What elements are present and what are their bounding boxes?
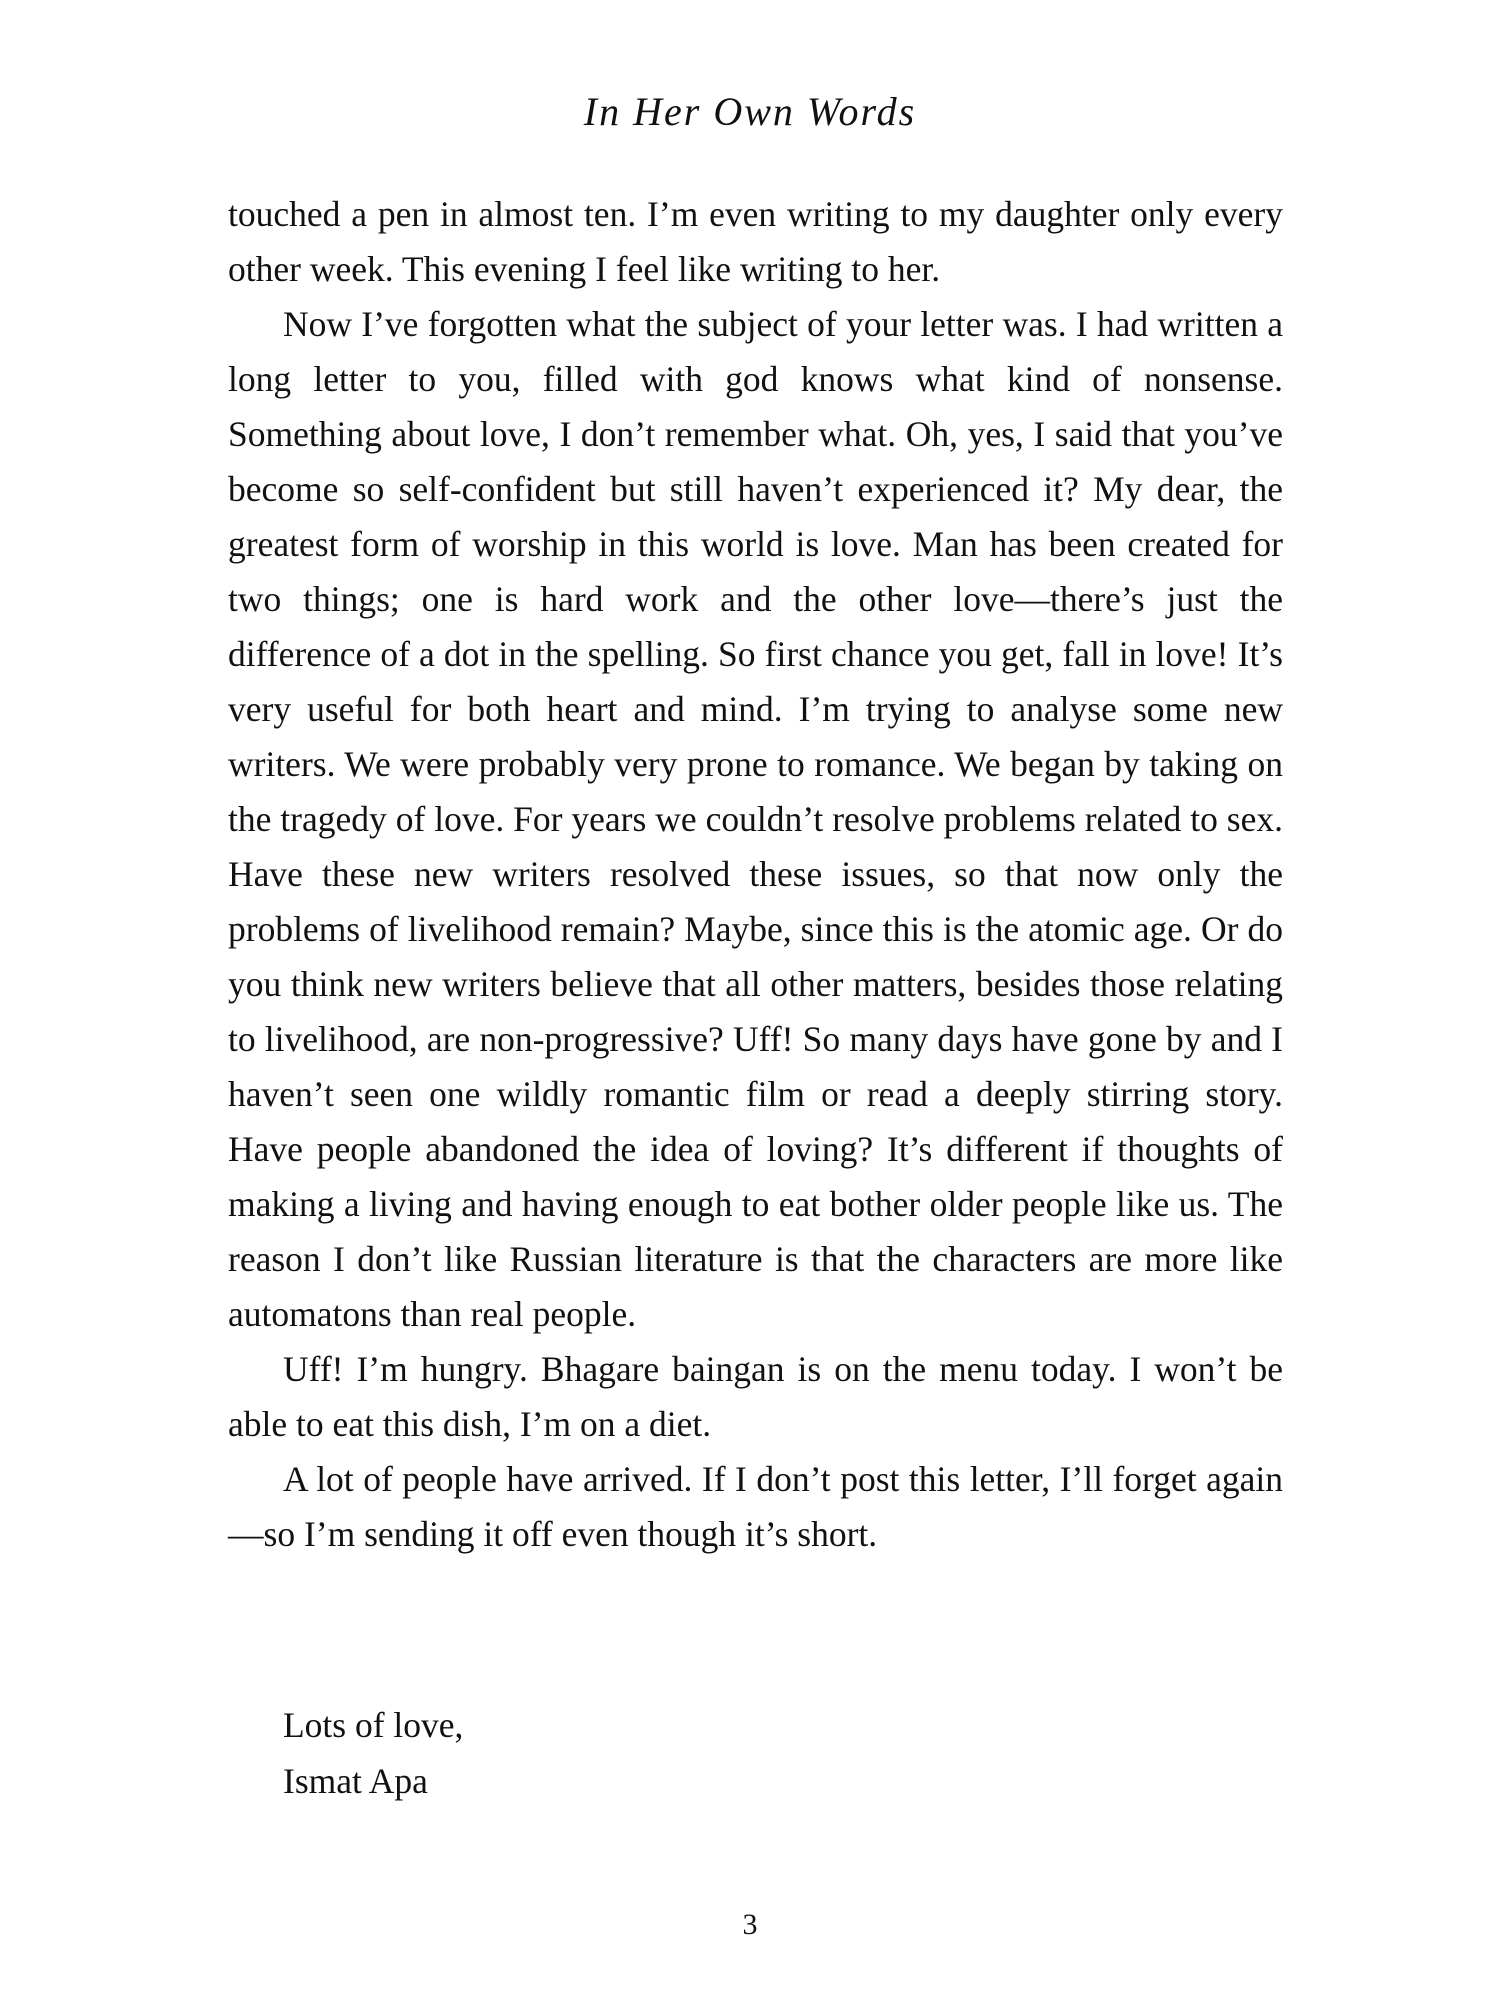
paragraph: Now I’ve forgotten what the subject of your letter was. I had written a long letter to you, filled with god knows what kind of nonsense. Something about love, I don’t remember what. Oh, yes, I said that you’ve become so self-confident but still haven’t experienced it? My dear, the greatest form of worship in this world is love. Man has been created for two things; one is hard work and the other love—there’s just the difference of a dot in the spelling. So first chance you get, fall in love! It’s very useful for both heart and mind. I’m trying to analyse some new writers. We were probably very prone to romance. We began by taking on the tragedy of love. For years we couldn’t resolve problems related to sex. Have these new writers resolved these issues, so that now only the problems of livelihood remain? Maybe, since this is the atomic age. Or do you think new writers believe that all other matters, besides those relating to livelihood, are non-progressive? Uff! So many days have gone by and I haven’t seen one wildly romantic film or read a deeply stirring story. Have people abandoned the idea of loving? It’s different if thoughts of making a living and having enough to eat bother older people like us. The reason I don’t like Russian literature is that the characters are more like automatons than real people. (228, 304, 1283, 1334)
running-head: In Her Own Words (583, 89, 917, 134)
closing-salutation: Lots of love, (283, 1705, 464, 1745)
letter-closing (283, 1697, 463, 1809)
paragraph: Uff! I’m hungry. Bhagare baingan is on the menu today. I won’t be able to eat this dish, I’m on a diet. (228, 1349, 1283, 1444)
paragraph-continued: touched a pen in almost ten. I’m even writing to my daughter only every other week. This evening I feel like writing to her. (228, 194, 1283, 289)
page-number: 3 (742, 1908, 758, 1941)
closing-signature: Ismat Apa (283, 1761, 428, 1801)
paragraph: A lot of people have arrived. If I don’t post this letter, I’ll forget again—so I’m sending it off even though it’s short. (228, 1459, 1283, 1554)
letter-body (228, 187, 1283, 1562)
